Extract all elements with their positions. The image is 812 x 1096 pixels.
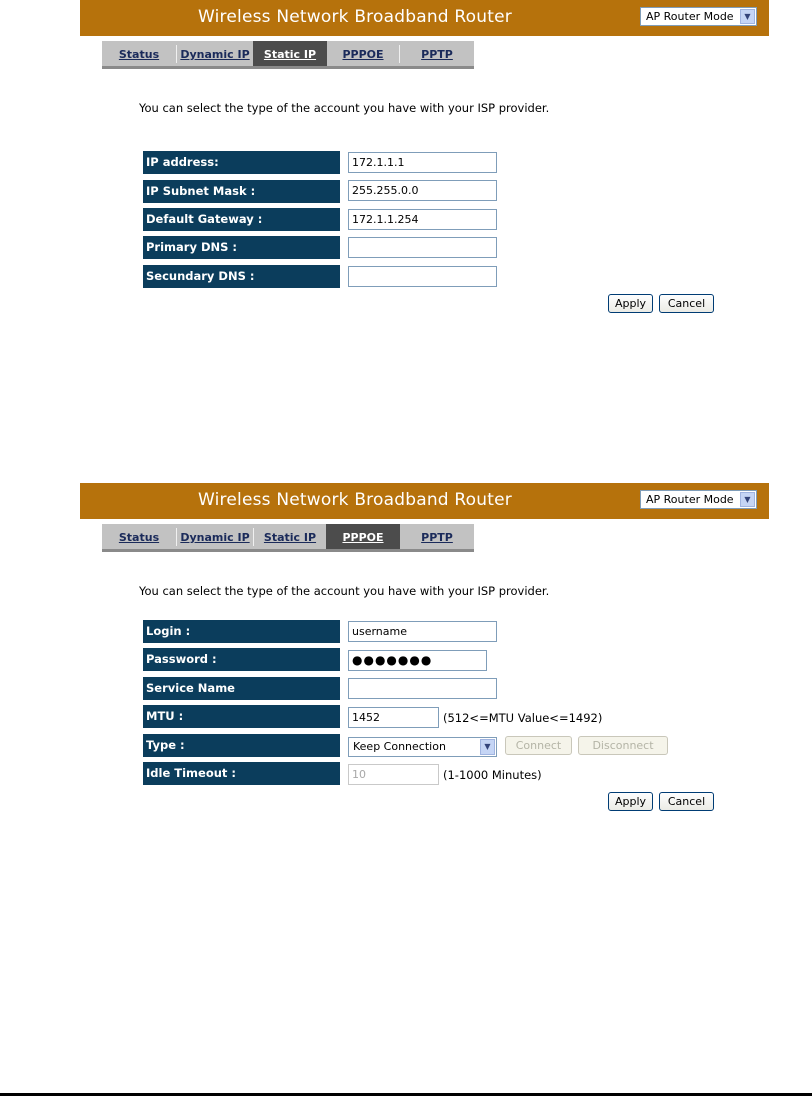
password-label: Password : (143, 648, 340, 671)
tab-pppoe[interactable]: PPPOE (326, 524, 400, 549)
mtu-input[interactable]: 1452 (348, 707, 439, 728)
tab-pppoe[interactable]: PPPOE (342, 48, 384, 61)
mtu-range-note: (512<=MTU Value<=1492) (443, 711, 603, 725)
chevron-down-icon[interactable]: ▼ (740, 492, 755, 507)
intro-text: You can select the type of the account you have with your ISP provider. (139, 584, 550, 598)
type-label: Type : (143, 734, 340, 757)
tab-static-ip[interactable]: Static IP (253, 41, 327, 66)
connect-button[interactable]: Connect (505, 736, 572, 755)
idle-timeout-note: (1-1000 Minutes) (443, 768, 542, 782)
primary-dns-label: Primary DNS : (143, 236, 340, 259)
default-gateway-input[interactable]: 172.1.1.254 (348, 209, 497, 230)
service-name-input[interactable] (348, 678, 497, 699)
tab-pptp[interactable]: PPTP (421, 531, 453, 544)
apply-button[interactable]: Apply (608, 294, 653, 313)
tab-status[interactable]: Status (118, 48, 160, 61)
apply-button[interactable]: Apply (608, 792, 653, 811)
idle-timeout-label: Idle Timeout : (143, 762, 340, 785)
header-banner (80, 483, 769, 519)
connection-type-select[interactable] (348, 737, 497, 757)
tab-bar (102, 41, 474, 69)
secondary-dns-label: Secundary DNS : (143, 265, 340, 288)
subnet-mask-label: IP Subnet Mask : (143, 180, 340, 203)
tab-dynamic-ip[interactable]: Dynamic IP (180, 48, 250, 61)
subnet-mask-input[interactable]: 255.255.0.0 (348, 180, 497, 201)
secondary-dns-input[interactable] (348, 266, 497, 287)
header-banner (80, 0, 769, 36)
mode-select-value: AP Router Mode (646, 493, 734, 506)
tab-pptp[interactable]: PPTP (421, 48, 453, 61)
mode-select-value: AP Router Mode (646, 10, 734, 23)
password-input[interactable]: ●●●●●●● (348, 650, 487, 671)
disconnect-button[interactable]: Disconnect (578, 736, 668, 755)
chevron-down-icon[interactable]: ▼ (740, 9, 755, 24)
tab-dynamic-ip[interactable]: Dynamic IP (180, 531, 250, 544)
mtu-label: MTU : (143, 705, 340, 728)
intro-text: You can select the type of the account you have with your ISP provider. (139, 101, 550, 115)
service-name-label: Service Name (143, 677, 340, 700)
mode-select[interactable] (640, 7, 757, 26)
cancel-button[interactable]: Cancel (659, 792, 714, 811)
tab-static-ip[interactable]: Static IP (263, 531, 317, 544)
tab-status[interactable]: Status (118, 531, 160, 544)
mode-select[interactable] (640, 490, 757, 509)
ip-address-input[interactable]: 172.1.1.1 (348, 152, 497, 173)
login-label: Login : (143, 620, 340, 643)
cancel-button[interactable]: Cancel (659, 294, 714, 313)
primary-dns-input[interactable] (348, 237, 497, 258)
chevron-down-icon[interactable]: ▼ (480, 739, 495, 755)
login-input[interactable]: username (348, 621, 497, 642)
banner-title: Wireless Network Broadband Router (198, 7, 512, 27)
tab-bar (102, 524, 474, 552)
ip-address-label: IP address: (143, 151, 340, 174)
static-ip-panel (0, 0, 812, 330)
banner-title: Wireless Network Broadband Router (198, 490, 512, 510)
connection-type-value: Keep Connection (353, 740, 446, 753)
default-gateway-label: Default Gateway : (143, 208, 340, 231)
idle-timeout-input[interactable]: 10 (348, 764, 439, 785)
